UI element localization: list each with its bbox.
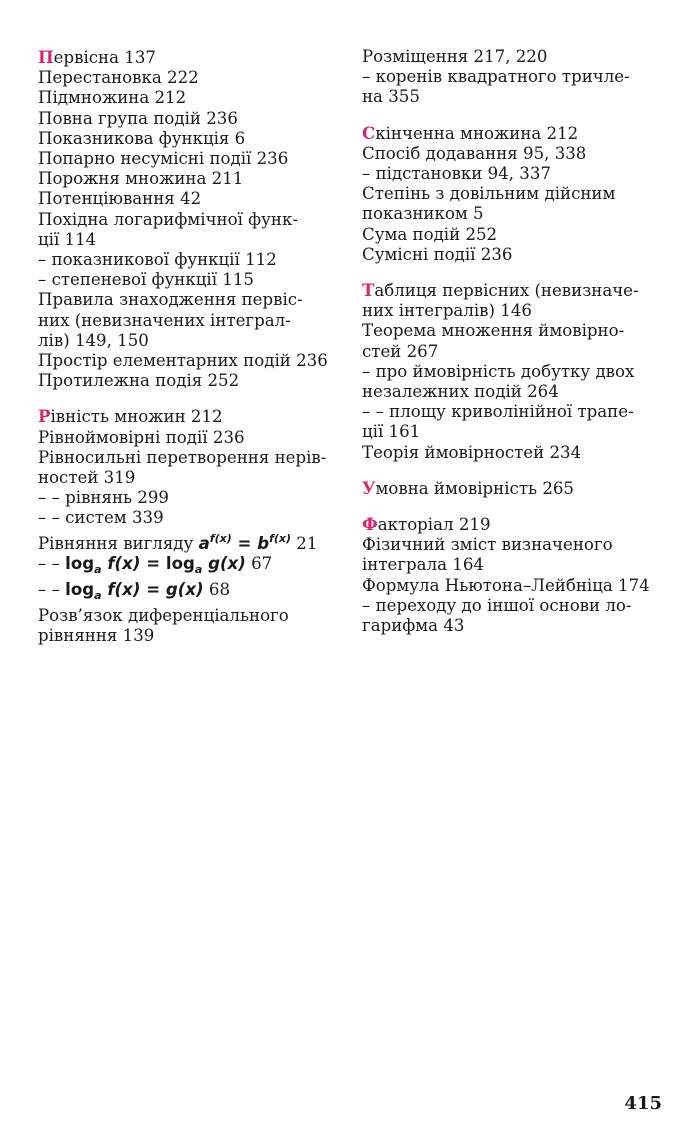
index-entry: показником 5 bbox=[362, 204, 484, 224]
index-entry: рівняння 139 bbox=[38, 626, 155, 646]
section-initial-letter: Ф bbox=[362, 514, 378, 535]
index-entry: ностей 319 bbox=[38, 468, 136, 488]
index-entry: Попарно несумісні події 236 bbox=[38, 149, 289, 169]
index-section-s bbox=[362, 123, 672, 265]
index-entry: – підстановки 94, 337 bbox=[362, 164, 551, 184]
index-entry: – коренів квадратного тричле- bbox=[362, 67, 630, 87]
index-entry: Рівносильні перетворення нерів- bbox=[38, 447, 327, 467]
formula-log-equal-function: $\log_a f(x) = g(x)$ bbox=[65, 580, 204, 603]
index-entry: Факторіал 219 bbox=[362, 514, 491, 535]
index-entry: Теорія ймовірностей 234 bbox=[362, 442, 582, 462]
index-entry: Порожня множина 211 bbox=[38, 169, 244, 189]
index-entry: Підмножина 212 bbox=[38, 88, 187, 108]
index-column-right bbox=[362, 47, 672, 651]
index-entry: на 355 bbox=[362, 87, 420, 107]
index-entry: гарифма 43 bbox=[362, 616, 465, 636]
index-entry: Показникова функція 6 bbox=[38, 128, 246, 148]
index-entry: Протилежна подія 252 bbox=[38, 371, 240, 391]
index-entry: Спосіб додавання 95, 338 bbox=[362, 143, 587, 163]
section-initial-letter: П bbox=[38, 47, 54, 67]
index-entry: – показникової функції 112 bbox=[38, 250, 277, 270]
index-entry: Потенціювання 42 bbox=[38, 189, 202, 209]
index-section-u bbox=[362, 478, 672, 499]
index-entry: Первісна 137 bbox=[38, 47, 156, 67]
index-entry: Таблиця первісних (невизначе- bbox=[362, 280, 639, 301]
index-entry: Повна група подій 236 bbox=[38, 108, 238, 128]
index-entry: Похідна логарифмічної функ- bbox=[38, 209, 298, 229]
index-entry: – – площу криволінійної трапе- bbox=[362, 402, 634, 422]
index-entry-exponential-equation: Рівняння вигляду $a^{f(x)} = b^{f(x)}$ 21 bbox=[38, 531, 318, 553]
index-entry: лів) 149, 150 bbox=[38, 330, 149, 350]
index-entry: Перестановка 222 bbox=[38, 68, 199, 88]
index-entry: Формула Ньютона–Лейбніца 174 bbox=[362, 575, 650, 595]
section-initial-letter: Т bbox=[362, 280, 375, 301]
index-entry: – степеневої функції 115 bbox=[38, 270, 254, 290]
index-entry: Простір елементарних подій 236 bbox=[38, 351, 328, 371]
index-entry: – – рівнянь 299 bbox=[38, 488, 169, 508]
index-entry-log-equation: – – $\log_a f(x) = \log_a g(x)$ 67 bbox=[38, 553, 273, 576]
formula-exponential: $a^{f(x)} = b^{f(x)}$ bbox=[198, 531, 292, 553]
index-entry: Теорема множення ймовірно- bbox=[362, 321, 625, 341]
index-entry: Умовна ймовірність 265 bbox=[362, 477, 574, 498]
index-entry: – переходу до іншої основи ло- bbox=[362, 595, 632, 615]
index-column-left bbox=[38, 47, 343, 662]
index-entry: них інтегралів) 146 bbox=[362, 301, 532, 321]
index-entry: Степінь з довільним дійсним bbox=[362, 184, 616, 204]
index-entry: ції 114 bbox=[38, 229, 97, 249]
index-entry: – – систем 339 bbox=[38, 508, 164, 528]
index-section-r bbox=[38, 406, 343, 646]
index-section-f bbox=[362, 514, 672, 636]
index-entry: інтеграла 164 bbox=[362, 555, 484, 575]
index-entry: стей 267 bbox=[362, 341, 439, 361]
index-section-t bbox=[362, 280, 672, 463]
index-entry: Фізичний зміст визначеного bbox=[362, 535, 613, 555]
index-entry: Сумісні події 236 bbox=[362, 244, 513, 264]
index-entry: Сума подій 252 bbox=[362, 224, 498, 244]
index-entry: Розміщення 217, 220 bbox=[362, 47, 548, 66]
index-entry: Рівноймовірні події 236 bbox=[38, 427, 245, 447]
index-section-r-continued bbox=[362, 47, 672, 108]
formula-log-equal-log: $\log_a f(x) = \log_a g(x)$ bbox=[65, 553, 246, 576]
section-initial-letter: У bbox=[362, 477, 376, 498]
index-entry: ції 161 bbox=[362, 422, 421, 442]
section-initial-letter: Р bbox=[38, 406, 51, 427]
index-entry: Правила знаходження первіс- bbox=[38, 290, 303, 310]
index-entry: Розв’язок диференціального bbox=[38, 606, 289, 626]
page-number: 415 bbox=[624, 1093, 662, 1114]
index-entry: Рівність множин 212 bbox=[38, 406, 223, 427]
index-entry-log-equation: – – $\log_a f(x) = g(x)$ 68 bbox=[38, 580, 231, 603]
index-entry: них (невизначених інтеграл- bbox=[38, 310, 291, 330]
index-section-p bbox=[38, 47, 343, 391]
index-entry: – про ймовірність добутку двох bbox=[362, 361, 635, 381]
index-entry: незалежних подій 264 bbox=[362, 382, 559, 402]
index-entry: Скінченна множина 212 bbox=[362, 122, 579, 143]
section-initial-letter: С bbox=[362, 122, 376, 143]
